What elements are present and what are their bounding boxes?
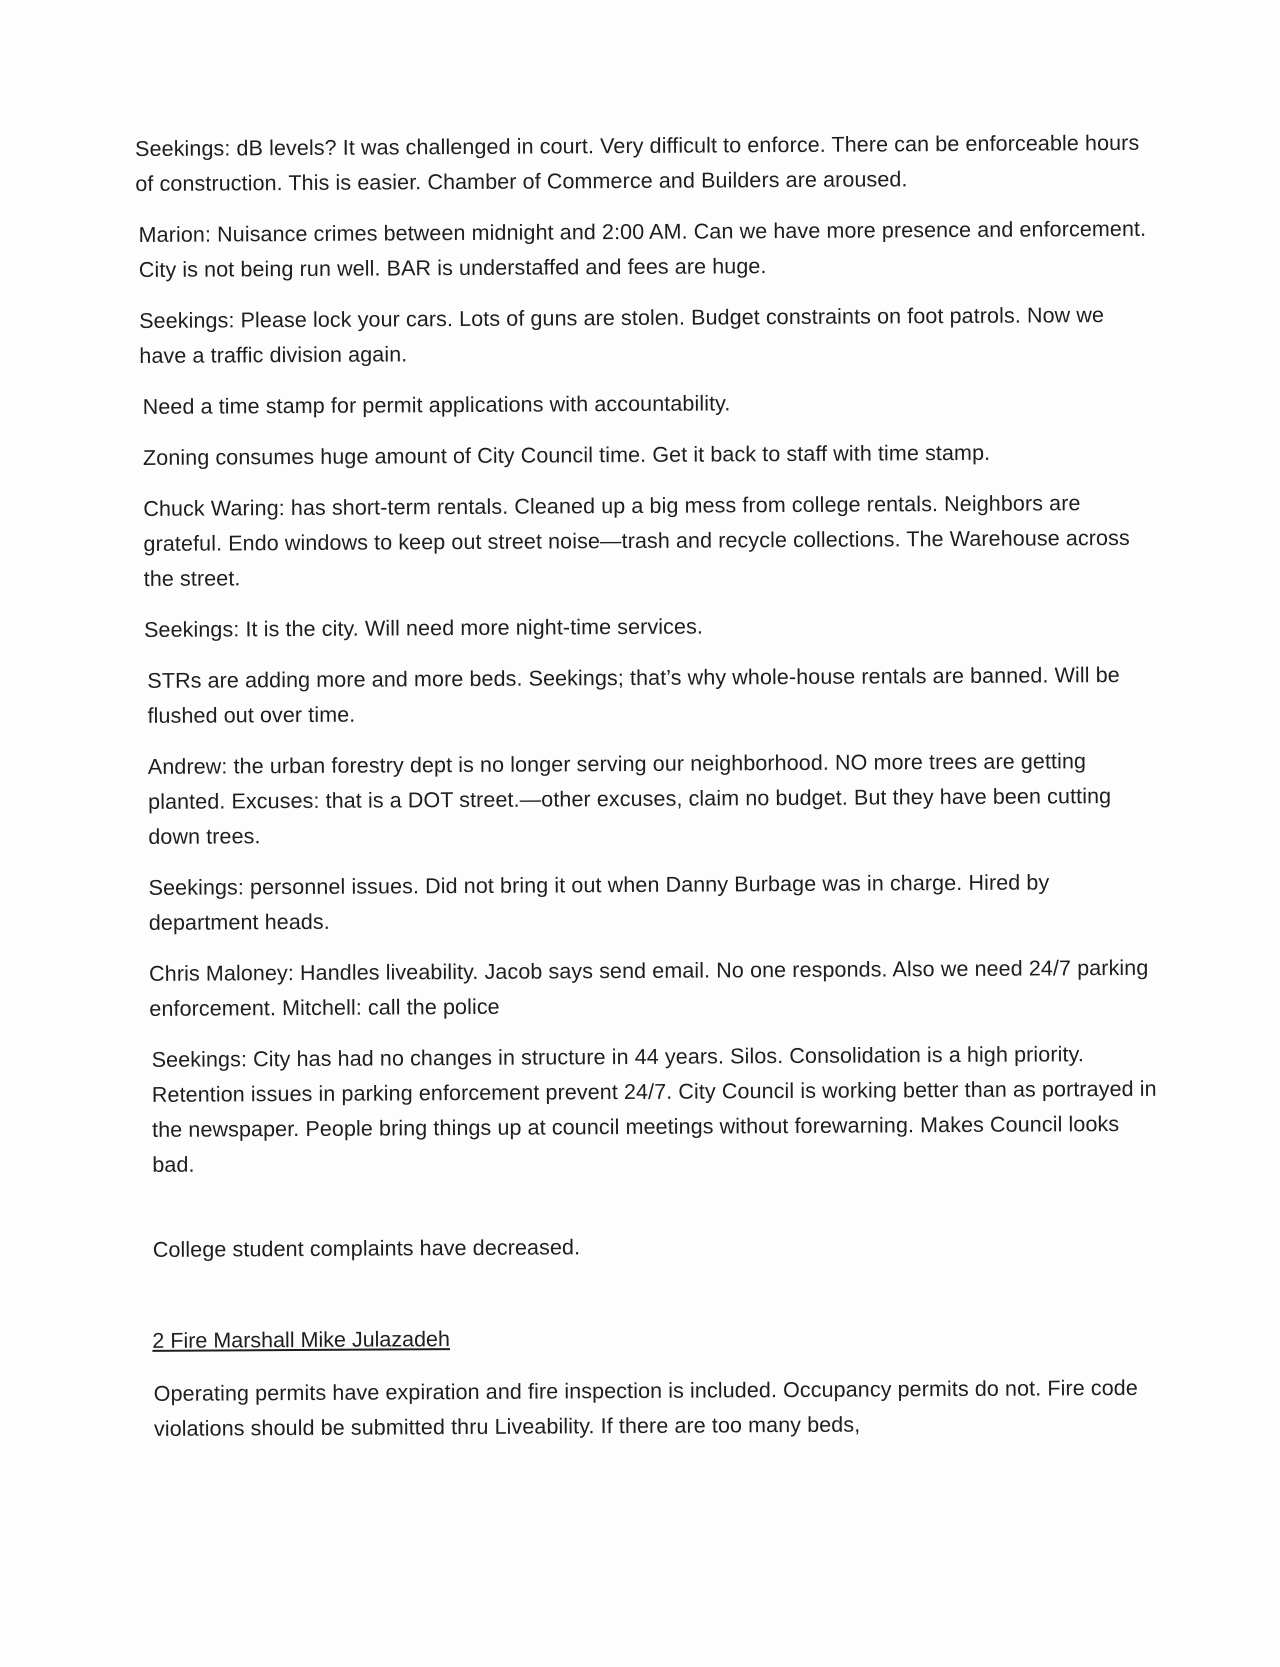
paragraph-college-complaints: College student complaints have decreased.	[152, 1235, 581, 1262]
paragraph-lock-cars: Seekings: Please lock your cars. Lots of guns are stolen. Budget constraints on foot patrols. Now we have a traffic division again.	[139, 303, 1105, 368]
paragraph-personnel: Seekings: personnel issues. Did not bring it out when Danny Burbage was in charge. Hired by department heads.	[148, 870, 1050, 935]
paragraph-time-stamp: Need a time stamp for permit applications with accountability.	[142, 391, 731, 419]
paragraph-marion: Marion: Nuisance crimes between midnight and 2:00 AM. Can we have more presence and enforcement. City is not being run well. BAR is understaffed and fees are huge.	[138, 216, 1147, 282]
paragraph-andrew: Andrew: the urban forestry dept is no longer serving our neighborhood. NO more trees are getting planted. Excuses: that is a DOT street.—other excuses, claim no budget. But they have been cutting down trees.	[147, 749, 1112, 849]
document-body	[135, 126, 1163, 1463]
paragraph-db-levels: Seekings: dB levels? It was challenged in court. Very difficult to enforce. There can be enforceable hours of construction. This is easier. Chamber of Commerce and Builders are aroused.	[135, 130, 1140, 196]
paragraph-chris-maloney: Chris Maloney: Handles liveability. Jacob says send email. No one responds. Also we need 24/7 parking enforcement. Mitchell: call the police	[149, 955, 1149, 1021]
paragraph-city-structure: Seekings: City has had no changes in structure in 44 years. Silos. Consolidation is a high priority. Retention issues in parking enforcement prevent 24/7. City Council is working better than as portrayed in the newspaper. People bring things up at council meetings without forewarning. Makes Council looks bad.	[151, 1042, 1157, 1177]
paragraph-zoning: Zoning consumes huge amount of City Council time. Get it back to staff with time stamp.	[142, 440, 991, 470]
paragraph-chuck-waring: Chuck Waring: has short-term rentals. Cleaned up a big mess from college rentals. Neighbors are grateful. Endo windows to keep out street noise—trash and recycle collections. The Warehouse across the street.	[143, 491, 1130, 591]
paragraph-strs: STRs are adding more and more beds. Seekings; that’s why whole-house rentals are banned. Will be flushed out over time.	[147, 662, 1120, 728]
section-heading-fire-marshall: 2 Fire Marshall Mike Julazadeh	[152, 1327, 450, 1353]
paragraph-night-services: Seekings: It is the city. Will need more night-time services.	[143, 614, 704, 642]
paragraph-operating-permits: Operating permits have expiration and fire inspection is included. Occupancy permits do not. Fire code violations should be submitted thru Liveability. If there are too many beds,	[153, 1375, 1138, 1441]
